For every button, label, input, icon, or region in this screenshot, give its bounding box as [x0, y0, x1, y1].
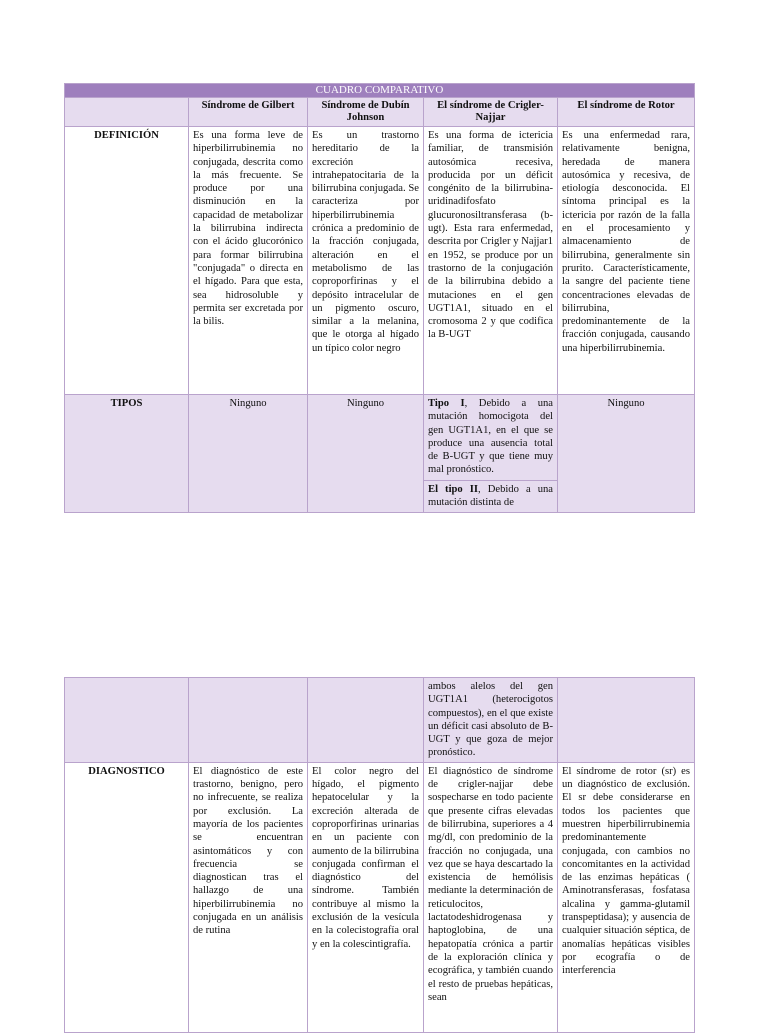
cell-def-rotor: Es una enfermedad rara, relativamente benigna, heredada de manera autosómica y recesiva, de etiología desconocida. El síntoma principal es la ictericia por razón de la falla en el procesamiento y almacenamiento de bilirrubina, generalmente sin prurito. Característicamente, la sangre del paciente tiene concentraciones elevadas de bilirrubina, predominantemente de la fracción conjugada, causando una hiperbilirrubinemia. — [558, 127, 695, 395]
cell-diag-crigler: El diagnóstico de síndrome de crigler-najjar debe sospecharse en todo paciente que presente cifras elevadas de bilirrubina, superiores a 4 mg/dl, con predominio de la fracción no conjugada, una vez que se haya descartado la existencia de hemólisis mediante la determinación de reticulocitos, lactatodeshidrogenasa y haptoglobina, de una hepatopatía crónica a partir de la exploración clínica y ecográfica, y también cuando el resto de pruebas hepáticas, sean — [424, 762, 558, 1032]
cont-blank-label — [65, 678, 189, 763]
cell-tipos-rotor: Ninguno — [558, 395, 695, 513]
header-dubin: Síndrome de Dubín Johnson — [308, 98, 424, 127]
row-label-diagnostico: DIAGNOSTICO — [65, 762, 189, 1032]
crigler-type-1 — [428, 397, 553, 477]
cell-def-dubin: Es un trastorno hereditario de la excreción intrahepatocitaria de la bilirrubina conjugada. Se caracteriza por hiperbilirrubinemia crónica a predominio de la fracción conjugada, alteración en el metabolismo de las coproporfirinas y el depósito intracelular de un pigmento oscuro, similar a la melanina, que le otorga al hígado un típico color negro — [308, 127, 424, 395]
header-crigler: El síndrome de Crigler-Najjar — [424, 98, 558, 127]
cell-diag-gilbert: El diagnóstico de este trastorno, benigno, pero no infrecuente, se realiza por exclusión. La mayoría de los pacientes se encuentran asintomáticos y con frecuencia se diagnostican tras el hallazgo de una hiperbilirrubinemia no conjugada en un análisis de rutina — [189, 762, 308, 1032]
header-rotor: El síndrome de Rotor — [558, 98, 695, 127]
cell-def-gilbert: Es una forma leve de hiperbilirrubinemia no conjugada, descrita como la más frecuente. Se produce por una disminución en la capacidad de metabolizar la bilirrubina indirecta con el ácido glucorónico para formar bilirrubina "conjugada" o directa en el hígado. Para que esta, sea hidrosoluble y permita ser excretada por la bilis. — [189, 127, 308, 395]
type-2-label: El tipo II — [428, 483, 479, 495]
cell-tipos-dubin: Ninguno — [308, 395, 424, 513]
type-1-label: Tipo I — [428, 398, 465, 409]
cell-def-crigler: Es una forma de ictericia familiar, de transmisión autosómica recesiva, producida por un déficit congénito de la bilirrubina-uridinadifosfato glucuronosiltransferasa (b-ugt). Esta rara enfermedad, descrita por Crigler y Najjar1 en 1952, se produce por un trastorno de la conjugación de la bilirrubina debido a mutaciones en el gen UGT1A1, situado en el cromosoma 2 y que codifica la B-UGT — [424, 127, 558, 395]
header-gilbert: Síndrome de Gilbert — [189, 98, 308, 127]
header-blank — [65, 98, 189, 127]
cont-blank-gilbert — [189, 678, 308, 763]
crigler-type-2 — [424, 480, 557, 510]
cont-blank-rotor — [558, 678, 695, 763]
cell-diag-dubin: El color negro del hígado, el pigmento hepatocelular y la excreción alterada de coproporfirinas urinarias en un paciente con aumento de la bilirrubina conjugada confirman el diagnóstico del síndrome. También contribuye al mismo la exclusión de la vesícula en la colecistografía oral y en la colescintigrafía. — [308, 762, 424, 1032]
cell-tipos-crigler — [424, 395, 558, 513]
type-2-text: , Debido a una mutación distinta de — [428, 483, 553, 509]
cell-tipos-gilbert: Ninguno — [189, 395, 308, 513]
type-1-text: , Debido a una mutación homocigota del gen UGT1A1, en el que se produce una ausencia total de B-UGT y que tiene muy mal pronóstico. — [428, 398, 553, 476]
cell-tipos-crigler-cont: ambos alelos del gen UGT1A1 (heterocigotos compuestos), en el que existe un déficit casi absoluto de B-UGT y que goza de mejor pronóstico. — [424, 678, 558, 763]
comparative-table-bottom — [64, 677, 695, 1033]
cont-blank-dubin — [308, 678, 424, 763]
cell-diag-rotor: El síndrome de rotor (sr) es un diagnóstico de exclusión. El sr debe considerarse en todos los pacientes que muestren hiperbilirrubinemia predominantemente conjugada, con cambios no concomitantes en la actividad de las enzimas hepáticas ( Aminotransferasas, fosfatasa alcalina y gamma-glutamil transpeptidasa); y ausencia de cualquier situación séptica, de anomalías hepáticas visibles por ecografía o de interferencia — [558, 762, 695, 1032]
row-label-definicion: DEFINICIÓN — [65, 127, 189, 395]
row-label-tipos: TIPOS — [65, 395, 189, 513]
table-title: CUADRO COMPARATIVO — [65, 84, 695, 98]
comparative-table-top — [64, 83, 695, 513]
